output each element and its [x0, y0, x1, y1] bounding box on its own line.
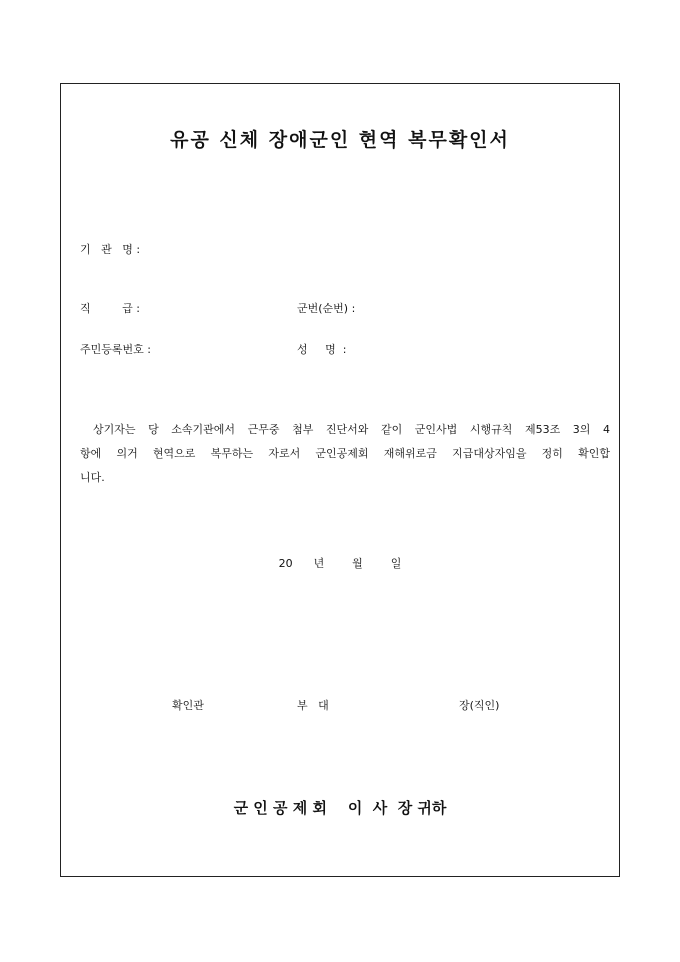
resident-number-label: 주민등록번호 : — [80, 343, 151, 356]
addressee: 군 인 공 제 회 이 사 장 귀하 — [233, 799, 447, 817]
name-label: 성 명 : — [297, 343, 347, 356]
agency-name-label: 기 관 명 : — [80, 243, 141, 256]
confirmation-statement — [80, 418, 610, 490]
document-title: 유공 신체 장애군인 현역 복무확인서 — [170, 129, 510, 151]
chief-seal-label: 장(직인) — [459, 699, 500, 712]
date-line: 20 년 월 일 — [278, 557, 402, 570]
unit-label: 부 대 — [297, 699, 329, 712]
service-number-label: 군번(순번) : — [297, 302, 356, 315]
statement-line: 항에 의거 현역으로 복무하는 자로서 군인공제회 재해위로금 지급대상자임을 정히 확인합 — [80, 447, 610, 460]
rank-label: 직 급 : — [80, 302, 140, 315]
statement-line: 니다. — [80, 471, 105, 484]
statement-line: 상기자는 당 소속기관에서 근무중 첨부 진단서와 같이 군인사법 시행규칙 제53조 3의 4 — [93, 423, 610, 436]
confirmer-label: 확인관 — [172, 699, 204, 712]
